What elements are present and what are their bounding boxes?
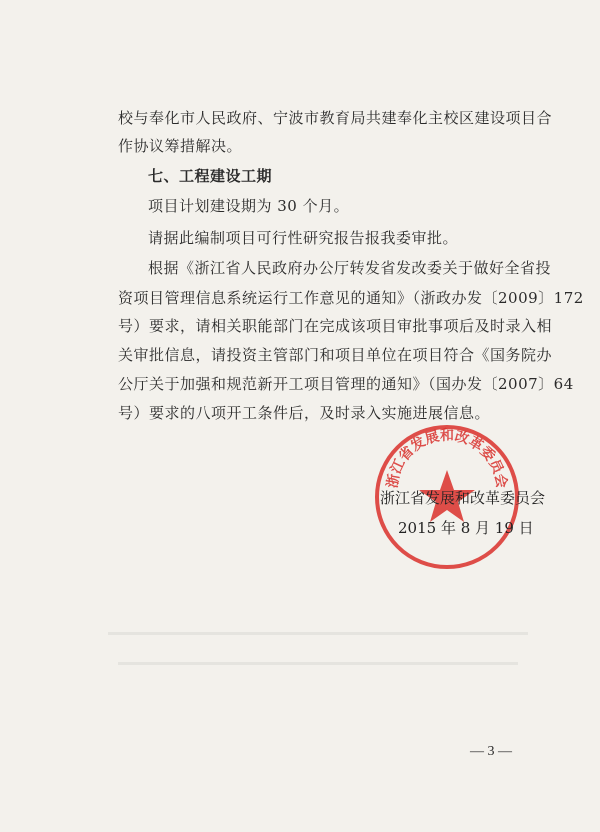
body-line-2: 作协议筹措解决。: [118, 137, 243, 155]
body-line-8: 号）要求，请相关职能部门在完成该项目审批事项后及时录入相: [118, 317, 553, 335]
signature-date: 2015 年 8 月 19 日: [398, 519, 534, 537]
body-line-5: 请据此编制项目可行性研究报告报我委审批。: [148, 229, 459, 247]
body-line-7: 资项目管理信息系统运行工作意见的通知》（浙政办发〔2009〕172: [118, 289, 584, 307]
body-line-6: 根据《浙江省人民政府办公厅转发省发改委关于做好全省投: [148, 259, 552, 277]
body-line-11: 号）要求的八项开工条件后，及时录入实施进展信息。: [118, 404, 491, 422]
scan-artifact: [118, 662, 518, 665]
scan-artifact: [108, 632, 528, 635]
seal-text: 浙江省发展和改革委员会: [384, 428, 510, 490]
body-line-4: 项目计划建设期为 30 个月。: [148, 197, 350, 215]
section-heading: 七、工程建设工期: [148, 167, 273, 185]
body-line-10: 公厅关于加强和规范新开工项目管理的通知》（国办发〔2007〕64: [118, 375, 574, 393]
signature-organization: 浙江省发展和改革委员会: [380, 489, 546, 507]
page-number: — 3 —: [470, 744, 512, 759]
body-line-1: 校与奉化市人民政府、宁波市教育局共建奉化主校区建设项目合: [118, 109, 553, 127]
body-line-9: 关审批信息，请投资主管部门和项目单位在项目符合《国务院办: [118, 346, 553, 364]
